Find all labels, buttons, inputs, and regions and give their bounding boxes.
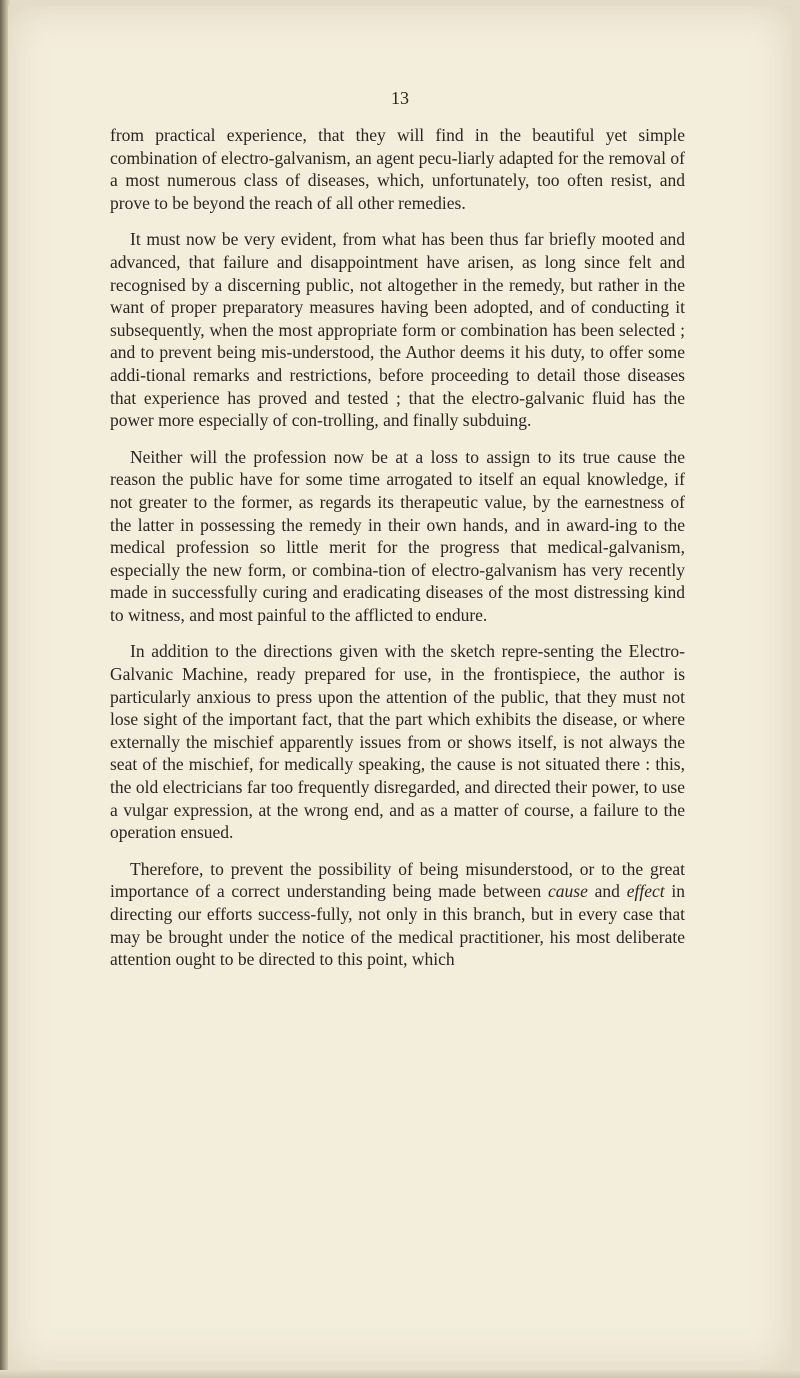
italic-effect: effect <box>626 881 665 902</box>
paragraph-5 <box>110 858 685 971</box>
paragraph-5-before: Therefore, to prevent the possibility of being misunderstood, or to the great importance of a correct understanding being made between <box>110 858 685 902</box>
page-number: 13 <box>391 88 409 108</box>
paragraph-5-middle: and <box>587 881 627 902</box>
body-text <box>110 124 685 985</box>
paragraph-5-after: in directing our efforts success-fully, not only in this branch, but in every case that may be brought under the notice of the medical practitioner, his most deliberate attention ought to be directed to this point, which <box>110 881 685 970</box>
page-bottom-edge <box>0 1370 800 1378</box>
paragraph-3: Neither will the profession now be at a loss to assign to its true cause the reason the public have for some time arrogated to itself an equal knowledge, if not greater to the former, as regards its therapeutic value, by the earnestness of the latter in possessing the remedy in their own hands, and in award-ing to the medical profession so little merit for the progress that medical-galvanism, especially the new form, or combina-tion of electro-galvanism has very recently made in successfully curing and eradicating diseases of the most distressing kind to witness, and most painful to the afflicted to endure. <box>110 446 685 625</box>
paragraph-2: It must now be very evident, from what has been thus far briefly mooted and advanced, that failure and disappointment have arisen, as long since felt and recognised by a discerning public, not altogether in the remedy, but rather in the want of proper preparatory measures having been adopted, and of conducting it subsequently, when the most appropriate form or combination has been selected ; and to prevent being mis-understood, the Author deems it his duty, to offer some addi-tional remarks and restrictions, before proceeding to detail those diseases that experience has proved and tested ; that the electro-galvanic fluid has the power more especially of con-trolling, and finally subduing. <box>110 229 685 431</box>
paragraph-4: In addition to the directions given with the sketch repre-senting the Electro-Galvanic Machine, ready prepared for use, in the frontispiece, the author is particularly anxious to press upon the attention of the public, that they must not lose sight of the important fact, that the part which exhibits the disease, or where externally the mischief apparently issues from or shows itself, is not always the seat of the mischief, for medically speaking, the cause is not situated there : this, the old electricians far too frequently disregarded, and directed their power, to use a vulgar expression, at the wrong end, and as a matter of course, a failure to the operation ensued. <box>110 641 685 843</box>
italic-cause: cause <box>548 881 588 902</box>
paragraph-1: from practical experience, that they will find in the beautiful yet simple combination of electro-galvanism, an agent pecu-liarly adapted for the removal of a most numerous class of diseases, which, unfortunately, too often resist, and prove to be beyond the reach of all other remedies. <box>110 125 685 213</box>
